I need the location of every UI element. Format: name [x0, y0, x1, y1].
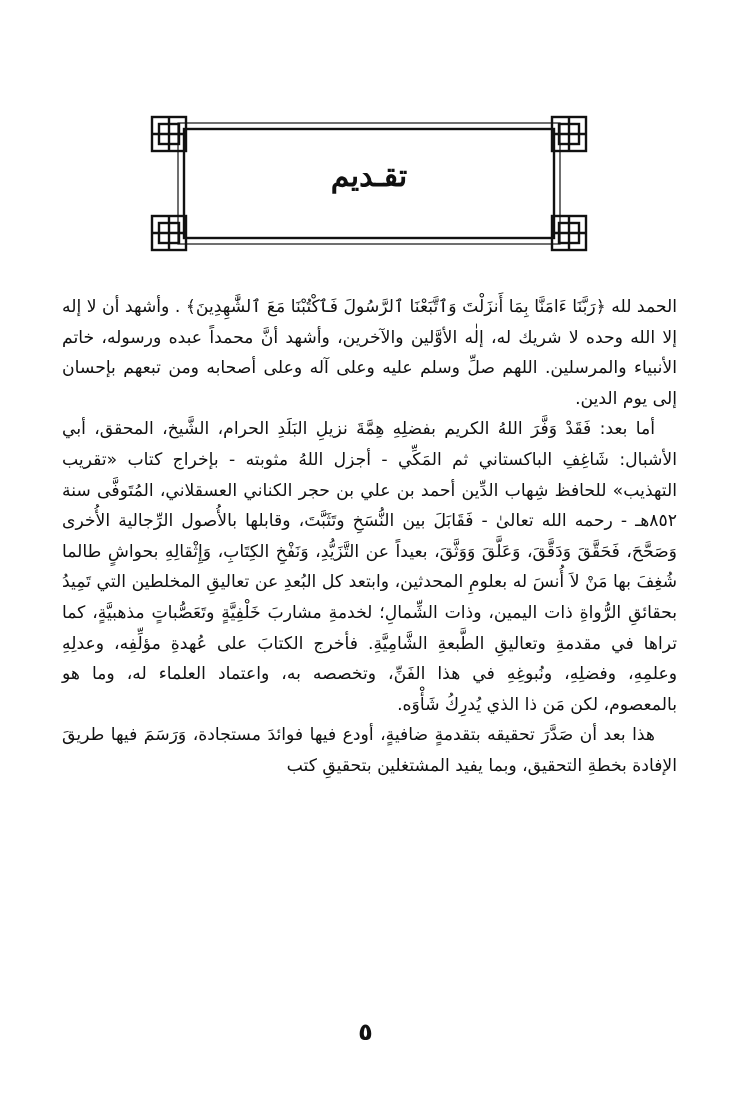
paragraph-2: أما بعد: فَقَدْ وَفَّرَ اللهُ الكريم بفضلِهِ هِمَّةَ نزيلِ البَلَدِ الحرام، الشَّيخ، المحقق، أبي الأشبال: شَاغِفِ الباكستاني ثم المَكِّي - أجزل اللهُ مثوبته - بإخراج كتاب «تقريب التهذيب» للحافظ شِهاب الدِّين أحمد بن علي بن حجر الكناني العسقلاني، المُتَوفَّى سنة ٨٥٢هـ - رحمه الله تعالىٰ - فَقَابَلَ بين النُّسَخِ وتَثَبَّتَ، وقابلها بالأُصول الرِّجالية الأُخرى وَصَحَّحَ، فَحَقَّقَ وَدَقَّقَ، وَعَلَّقَ وَوَثَّقَ، بعيداً عن التَّزَيُّدِ، وَنَفْخِ الكِتَابِ، وَإِثْقالِهِ بحواشٍ طالما شُغِفَ بها مَنْ لاَ أُنسَ له بعلومِ المحدثين، وابتعد كل البُعدِ عن تعاليقِ المخلطين التي تَمِيدُ بحقائقِ الرُّواةِ ذات اليمين، وذات الشِّمالِ؛ لخدمةِ مشاربَ خَلْفِيَّةٍ وتَعَصُّباتٍ مذهبيَّةٍ، كما تراها في مقدمةِ وتعاليقِ الطَّبعةِ الشَّامِيَّةِ. فأخرج الكتابَ على عُهدةِ مؤلِّفِه، وعدلِهِ وعلمِهِ، وفضلِهِ، ونُبوغِهِ في هذا الفَنِّ، وتخصصه به، واعتماد العلماء له، وما هو بالمعصوم، لكن مَن ذا الذي يُدرِكُ شَأْوَه.: [62, 419, 677, 715]
body-text: [62, 292, 677, 782]
page-number: ٥: [358, 1018, 373, 1046]
title-frame: [150, 115, 588, 252]
paragraph-3: هذا بعد أن صَدَّرَ تحقيقه بتقدمةٍ ضافيةٍ، أودع فيها فوائدَ مستجادة، وَرَسَمَ فيها طريقَ الإفادة بخطةِ التحقيق، وبما يفيد المشتغلين بتحقيقِ كتب: [62, 725, 677, 776]
paragraph-1: الحمد لله ﴿رَبَّنَا ءَامَنَّا بِمَا أَنزَلْتَ وَٱتَّبَعْنَا ٱلرَّسُولَ فَٱكْتُبْنَا مَعَ ٱلشَّٰهِدِينَ﴾ . وأشهد أن لا إله إلا الله وحده لا شريك له، إلٰه الأوَّلين والآخرين، وأشهد أنَّ محمداً عبده ورسوله، خاتم الأنبياء والمرسلين. اللهم صلِّ وسلم عليه وعلى آله وعلى أصحابه ومن تبعهم بإحسان إلى يوم الدين.: [62, 297, 677, 409]
section-title: تقـديم: [330, 159, 408, 194]
